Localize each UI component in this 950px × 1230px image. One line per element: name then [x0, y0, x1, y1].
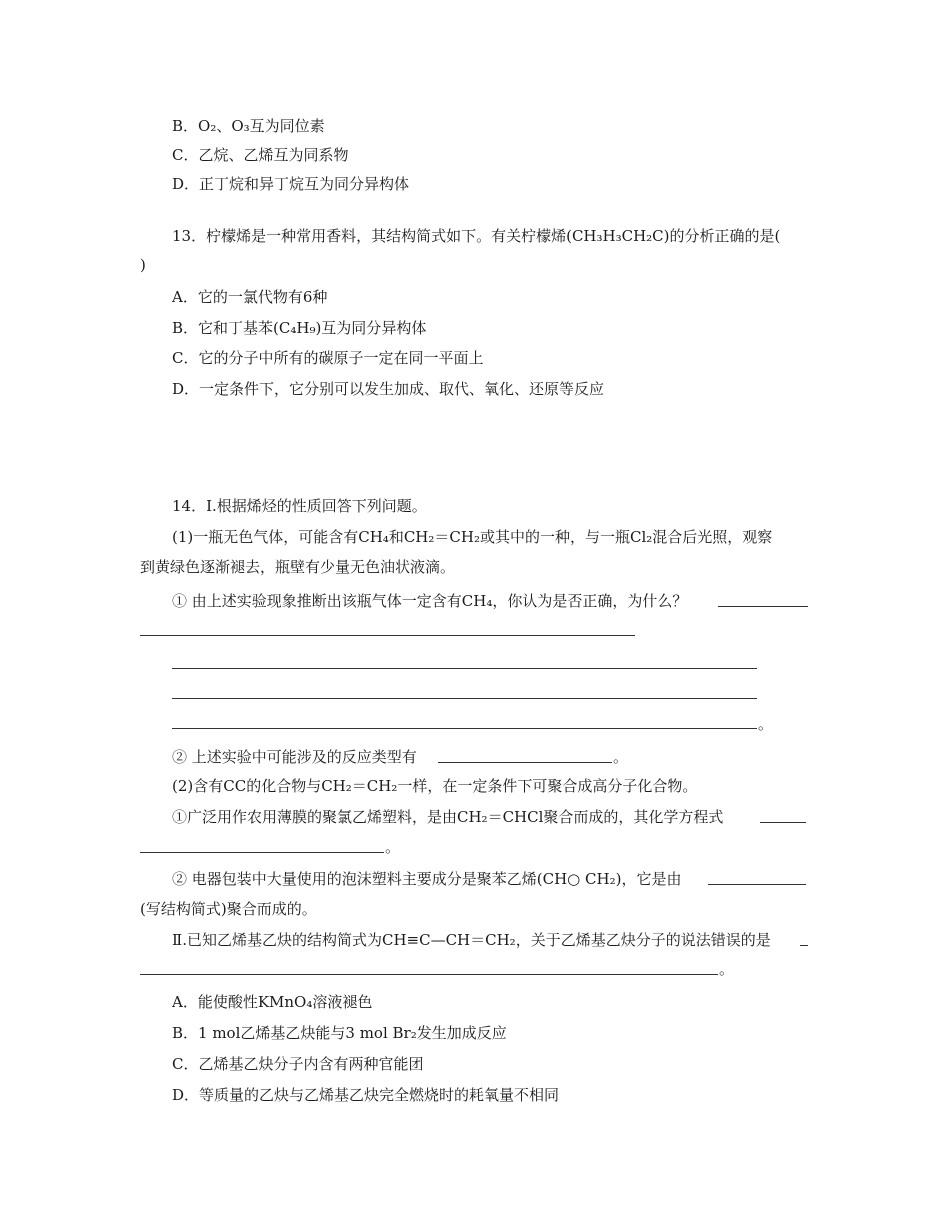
q13-option-a: A．它的一氯代物有6种: [172, 288, 328, 306]
q13-option-b: B．它和丁基苯(C₄H₉)互为同分异构体: [172, 319, 427, 337]
period-mark: 。: [758, 715, 774, 733]
answer-blank: [708, 884, 806, 885]
q12-option-d: D．正丁烷和异丁烷互为同分异构体: [172, 175, 410, 193]
answer-blank: [800, 945, 808, 946]
q14-part2-stem: Ⅱ.已知乙烯基乙炔的结构简式为CH≡C—CH＝CH₂，关于乙烯基乙炔分子的说法错误的是: [172, 931, 771, 949]
q13-stem-line2: ): [140, 256, 146, 274]
answer-blank: [438, 762, 612, 763]
answer-blank: [140, 852, 384, 853]
q13-stem-line1: 13．柠檬烯是一种常用香料，其结构简式如下。有关柠檬烯(CH₃H₃CH₂C)的分析正确的是(: [172, 227, 781, 245]
answer-blank: [172, 728, 757, 729]
q14-option-a: A．能使酸性KMnO₄溶液褪色: [172, 993, 373, 1011]
q14-p1-line2: 到黄绿色逐渐褪去，瓶壁有少量无色油状液滴。: [140, 558, 456, 576]
answer-blank: [172, 698, 757, 699]
answer-blank: [718, 606, 808, 607]
q14-option-d: D．等质量的乙炔与乙烯基乙炔完全燃烧时的耗氧量不相同: [172, 1086, 560, 1104]
q14-p2-q2-line1: ② 电器包装中大量使用的泡沫塑料主要成分是聚苯乙烯(CH○ CH₂)，它是由: [172, 870, 682, 888]
answer-blank: [172, 668, 757, 669]
period-mark: 。: [385, 838, 401, 856]
q13-option-d: D．一定条件下，它分别可以发生加成、取代、氧化、还原等反应: [172, 380, 605, 398]
q14-option-c: C．乙烯基乙炔分子内含有两种官能团: [172, 1055, 424, 1073]
q12-option-b: B．O₂、O₃互为同位素: [172, 117, 325, 135]
q14-heading: 14．Ⅰ.根据烯烃的性质回答下列问题。: [172, 497, 427, 515]
q14-p2-line1: (2)含有CC的化合物与CH₂＝CH₂一样，在一定条件下可聚合成高分子化合物。: [172, 777, 698, 795]
q14-p2-q1: ①广泛用作农用薄膜的聚氯乙烯塑料，是由CH₂＝CHCl聚合而成的，其化学方程式: [172, 808, 724, 826]
answer-blank: [140, 974, 718, 975]
q14-sub1-question: ① 由上述实验现象推断出该瓶气体一定含有CH₄，你认为是否正确，为什么？: [172, 592, 688, 610]
q13-option-c: C．它的分子中所有的碳原子一定在同一平面上: [172, 349, 484, 367]
answer-blank: [760, 822, 806, 823]
period-mark: 。: [613, 748, 629, 766]
q14-sub2-question: ② 上述实验中可能涉及的反应类型有: [172, 748, 417, 766]
q14-p1-line1: (1)一瓶无色气体，可能含有CH₄和CH₂＝CH₂或其中的一种，与一瓶Cl₂混合后光照，观察: [172, 528, 773, 546]
period-mark: 。: [719, 960, 735, 978]
answer-blank: [140, 635, 635, 636]
q12-option-c: C．乙烷、乙烯互为同系物: [172, 146, 349, 164]
q14-option-b: B．1 mol乙烯基乙炔能与3 mol Br₂发生加成反应: [172, 1024, 507, 1042]
q14-p2-q2-line2: (写结构简式)聚合而成的。: [140, 900, 317, 918]
